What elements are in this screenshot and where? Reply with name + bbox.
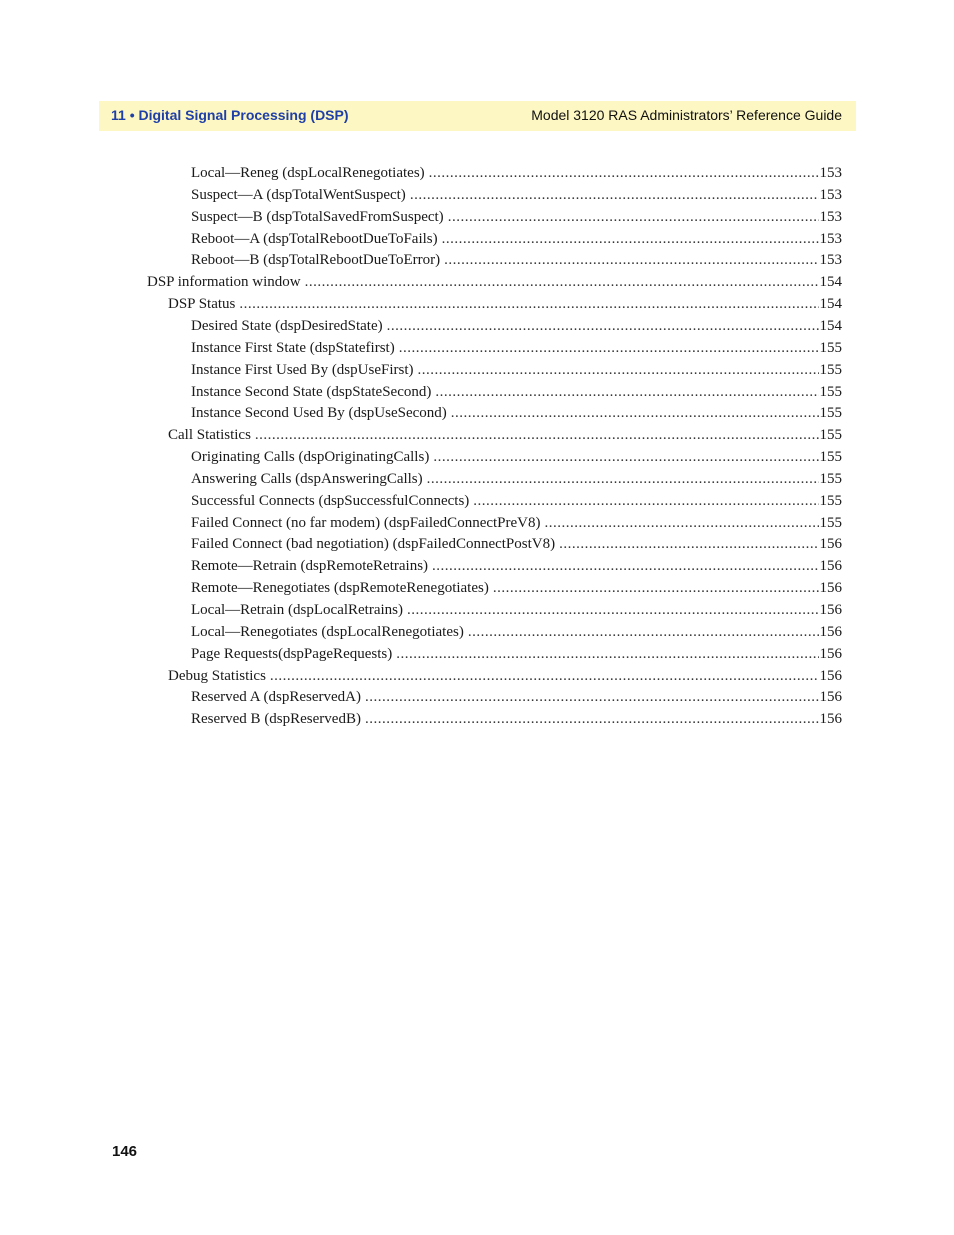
toc-entry-page: 153	[819, 252, 842, 269]
page-number: 146	[112, 1143, 138, 1160]
toc-entry-label: Failed Connect (bad negotiation) (dspFailedConnectPostV8)	[191, 536, 556, 553]
toc-dot-leader	[444, 249, 818, 271]
toc-entry[interactable]	[168, 293, 842, 315]
running-header	[99, 101, 856, 131]
toc-entry[interactable]	[191, 228, 842, 250]
toc-entry-label: Reserved B (dspReservedB)	[191, 711, 361, 728]
toc-dot-leader	[399, 337, 819, 359]
toc-entry[interactable]	[191, 359, 842, 381]
toc-entry-label: Instance Second State (dspStateSecond)	[191, 383, 432, 400]
toc-dot-leader	[433, 446, 818, 468]
toc-entry-page: 155	[819, 383, 842, 400]
toc-dot-leader	[468, 621, 819, 643]
toc-entry-page: 156	[819, 645, 842, 662]
toc-entry[interactable]	[191, 184, 842, 206]
toc-entry[interactable]	[191, 621, 842, 643]
toc-entry-label: Reboot—A (dspTotalRebootDueToFails)	[191, 230, 438, 247]
toc-entry[interactable]	[191, 249, 842, 271]
toc-entry[interactable]	[191, 337, 842, 359]
toc-entry-page: 155	[819, 405, 842, 422]
toc-entry-label: Remote—Renegotiates (dspRemoteRenegotiates)	[191, 580, 489, 597]
toc-dot-leader	[417, 359, 818, 381]
toc-dot-leader	[473, 490, 818, 512]
toc-entry[interactable]	[191, 381, 842, 403]
toc-entry[interactable]	[191, 206, 842, 228]
toc-entry-label: Local—Renegotiates (dspLocalRenegotiates)	[191, 623, 464, 640]
toc-entry-label: Local—Retrain (dspLocalRetrains)	[191, 602, 404, 618]
toc-dot-leader	[435, 381, 818, 403]
toc-entry-page: 156	[819, 580, 842, 597]
toc-entry[interactable]	[168, 424, 842, 446]
toc-entry-label: Instance First State (dspStatefirst)	[191, 339, 395, 356]
toc-entry[interactable]	[147, 271, 842, 293]
toc-entry-page: 155	[819, 514, 842, 531]
toc-entry-label: Instance First Used By (dspUseFirst)	[191, 361, 414, 378]
toc-entry-label: Suspect—B (dspTotalSavedFromSuspect)	[191, 208, 444, 225]
toc-entry[interactable]	[191, 599, 842, 621]
toc-dot-leader	[270, 665, 819, 687]
toc-dot-leader	[396, 643, 818, 665]
toc-entry-page: 153	[819, 186, 842, 203]
toc-entry-page: 156	[819, 558, 842, 575]
toc-entry-page: 156	[819, 711, 842, 728]
toc-dot-leader	[365, 708, 819, 730]
toc-entry-label: Successful Connects (dspSuccessfulConnects)	[191, 492, 470, 509]
toc-entry[interactable]	[191, 686, 842, 708]
toc-entry-label: Local—Reneg (dspLocalRenegotiates)	[191, 165, 425, 181]
toc-entry-label: DSP information window	[147, 274, 301, 291]
toc-entry-page: 156	[819, 602, 842, 618]
toc-entry[interactable]	[191, 468, 842, 490]
toc-dot-leader	[255, 424, 819, 446]
toc-entry[interactable]	[191, 446, 842, 468]
toc-entry-page: 153	[819, 230, 842, 247]
toc-entry-page: 156	[819, 667, 842, 684]
toc-entry-label: Instance Second Used By (dspUseSecond)	[191, 405, 447, 422]
toc-entry[interactable]	[191, 577, 842, 599]
toc-dot-leader	[442, 228, 819, 250]
toc-entry-label: Originating Calls (dspOriginatingCalls)	[191, 449, 430, 466]
guide-title: Model 3120 RAS Administrators’ Reference Guide	[531, 107, 842, 123]
toc-entry-page: 156	[819, 536, 842, 553]
toc-entry-label: Desired State (dspDesiredState)	[191, 317, 383, 334]
toc-dot-leader	[407, 599, 818, 621]
toc-entry-page: 155	[819, 492, 842, 509]
toc-entry[interactable]	[168, 665, 842, 687]
toc-entry-page: 154	[819, 296, 842, 313]
toc-entry-page: 156	[819, 623, 842, 640]
toc-dot-leader	[559, 533, 818, 555]
toc-entry[interactable]	[191, 402, 842, 424]
toc-entry-page: 155	[819, 427, 842, 444]
toc-entry-page: 155	[819, 449, 842, 466]
toc-entry[interactable]	[191, 643, 842, 665]
toc-entry-page: 154	[819, 317, 842, 334]
toc-entry-label: Failed Connect (no far modem) (dspFailedConnectPreV8)	[191, 514, 541, 531]
toc-dot-leader	[427, 468, 819, 490]
toc-dot-leader	[239, 293, 818, 315]
toc-entry[interactable]	[191, 162, 842, 184]
toc-entry-label: Page Requests(dspPageRequests)	[191, 645, 393, 662]
toc-dot-leader	[451, 402, 819, 424]
toc-entry[interactable]	[191, 708, 842, 730]
toc-entry-page: 155	[819, 470, 842, 487]
toc-entry-page: 156	[819, 689, 842, 706]
toc-dot-leader	[448, 206, 819, 228]
toc-entry[interactable]	[191, 555, 842, 577]
toc-entry-page: 155	[819, 361, 842, 378]
toc-dot-leader	[545, 512, 819, 534]
toc-dot-leader	[432, 555, 818, 577]
toc-entry-page: 153	[819, 165, 842, 181]
toc-dot-leader	[429, 162, 819, 184]
toc-entry-label: Answering Calls (dspAnsweringCalls)	[191, 470, 423, 487]
toc-dot-leader	[493, 577, 819, 599]
toc-entry-label: Reboot—B (dspTotalRebootDueToError)	[191, 252, 441, 269]
toc-entry-label: Debug Statistics	[168, 667, 266, 684]
toc-entry[interactable]	[191, 490, 842, 512]
toc-entry-page: 153	[819, 208, 842, 225]
toc-entry-label: DSP Status	[168, 296, 236, 313]
toc-entry-label: Reserved A (dspReservedA)	[191, 689, 361, 706]
toc-entry[interactable]	[191, 315, 842, 337]
toc-entry[interactable]	[191, 512, 842, 534]
toc-entry-label: Call Statistics	[168, 427, 251, 444]
toc-entry-label: Suspect—A (dspTotalWentSuspect)	[191, 186, 406, 203]
toc-entry-page: 154	[819, 274, 842, 291]
toc-entry[interactable]	[191, 533, 842, 555]
toc-dot-leader	[365, 686, 819, 708]
chapter-title: 11 • Digital Signal Processing (DSP)	[111, 107, 349, 123]
toc-entry-page: 155	[819, 339, 842, 356]
toc-dot-leader	[410, 184, 819, 206]
toc-entry-label: Remote—Retrain (dspRemoteRetrains)	[191, 558, 429, 575]
toc-dot-leader	[305, 271, 819, 293]
toc-dot-leader	[387, 315, 819, 337]
